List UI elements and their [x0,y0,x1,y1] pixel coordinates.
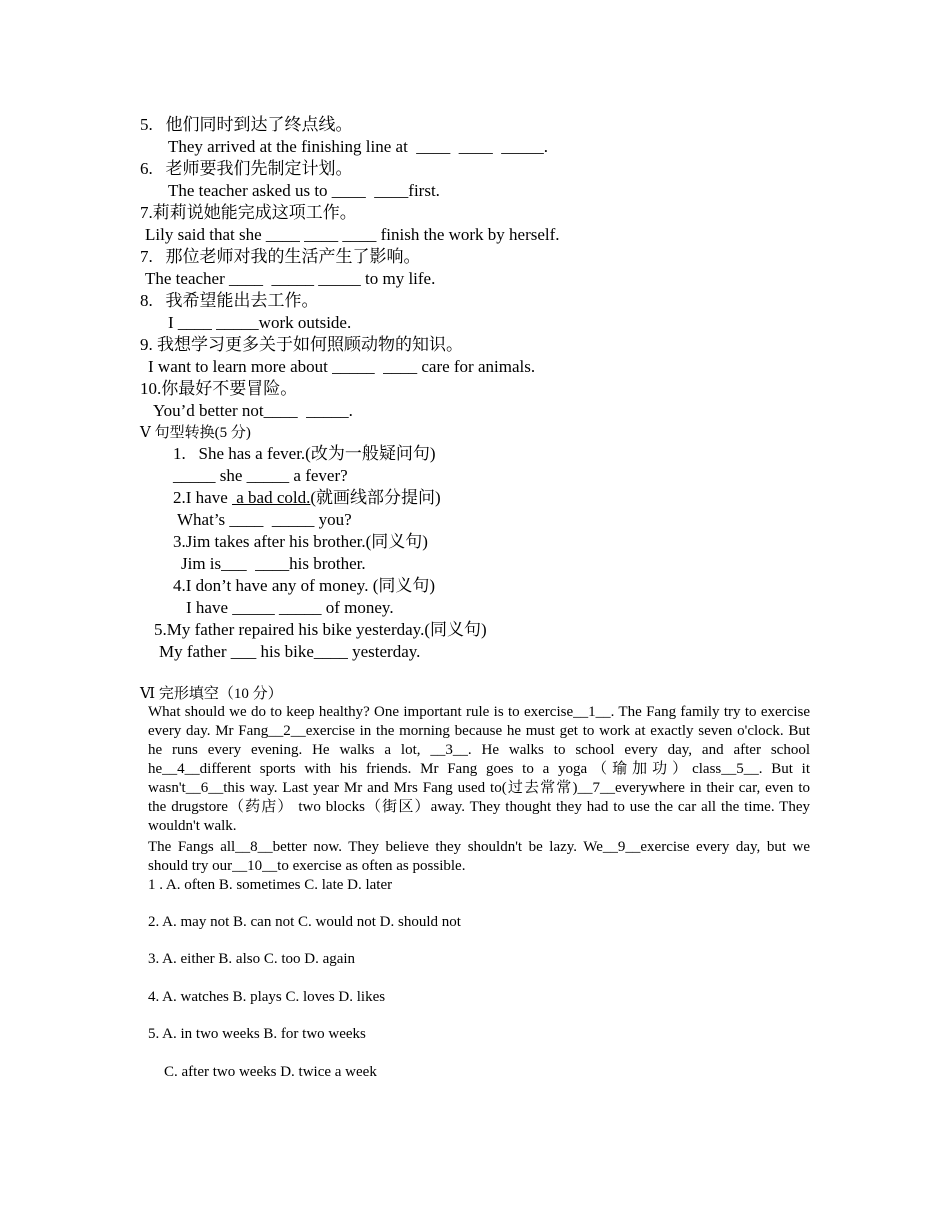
cloze-option-4: 4. A. watches B. plays C. loves D. likes [148,989,386,1005]
section-5-title: Ⅴ 句型转换(5 分) [140,425,251,441]
cloze-paragraph-2: The Fangs all__8__better now. They believe they shouldn't be lazy. We__9__exercise every day, but we should try our__10__to exercise as often as possible. [148,839,810,874]
translation-item-10-chinese: 10.你最好不要冒险。 [140,379,298,398]
section-5-question-4: 4.I don’t have any of money. (同义句) [173,576,436,595]
section-6-title: Ⅵ 完形填空（10 分） [140,686,283,702]
section-5-answer-2: What’s ____ _____ you? [177,510,352,529]
section-5-question-2 [173,487,441,509]
translation-item-7b-chinese: 7. 那位老师对我的生活产生了影响。 [140,247,421,266]
translation-item-5-chinese: 5. 他们同时到达了终点线。 [140,115,353,134]
section-5-question-3: 3.Jim takes after his brother.(同义句) [173,532,428,551]
section-5-question-5: 5.My father repaired his bike yesterday.(同义句) [154,620,487,639]
translation-item-7b-english: The teacher ____ _____ _____ to my life. [145,269,436,288]
cloze-option-5a: 5. A. in two weeks B. for two weeks [148,1026,366,1042]
translation-item-10-english: You’d better not____ _____. [153,401,353,420]
translation-item-8-english: I ____ _____work outside. [168,313,352,332]
section-5-answer-3: Jim is___ ____his brother. [181,554,366,573]
section-5-answer-1: _____ she _____ a fever? [173,466,348,485]
section-5-question-1: 1. She has a fever.(改为一般疑问句) [173,444,436,463]
translation-item-9-english: I want to learn more about _____ ____ care for animals. [148,357,536,376]
section-5-answer-5: My father ___ his bike____ yesterday. [159,642,421,661]
translation-item-6-chinese: 6. 老师要我们先制定计划。 [140,159,353,178]
cloze-option-2: 2. A. may not B. can not C. would not D. should not [148,914,461,930]
translation-item-7a-english: Lily said that she ____ ____ ____ finish the work by herself. [145,225,560,244]
question-2-prefix: 2.I have [173,488,233,507]
question-2-underlined-part: a bad cold. [232,488,311,507]
cloze-paragraph-1: What should we do to keep healthy? One important rule is to exercise__1__. The Fang family try to exercise every day. Mr Fang__2__exercise in the morning because he must get to work at exactly seven o'clock. But he runs every evening. He walks a lot, __3__. He walks to school every day, and after school he__4__different sports with his friends. Mr Fang goes to a yoga（瑜加功）class__5__. But it wasn't__6__this way. Last year Mr and Mrs Fang used to(过去常常)__7__everywhere in their car, even to the drugstore（药店） two blocks（街区）away. They thought they had to use the car all the time. They wouldn't walk. [148,704,810,834]
translation-item-6-english: The teacher asked us to ____ ____first. [168,181,440,200]
translation-item-9-chinese: 9. 我想学习更多关于如何照顾动物的知识。 [140,335,463,354]
cloze-option-5b: C. after two weeks D. twice a week [164,1064,377,1080]
translation-item-8-chinese: 8. 我希望能出去工作。 [140,291,319,310]
question-2-suffix: (就画线部分提问) [310,488,441,507]
translation-item-5-english: They arrived at the finishing line at ____ ____ _____. [168,137,549,156]
cloze-option-3: 3. A. either B. also C. too D. again [148,951,356,967]
translation-item-7a-chinese: 7.莉莉说她能完成这项工作。 [140,203,357,222]
section-5-answer-4: I have _____ _____ of money. [186,598,394,617]
cloze-option-1: 1 . A. often B. sometimes C. late D. later [148,877,393,893]
